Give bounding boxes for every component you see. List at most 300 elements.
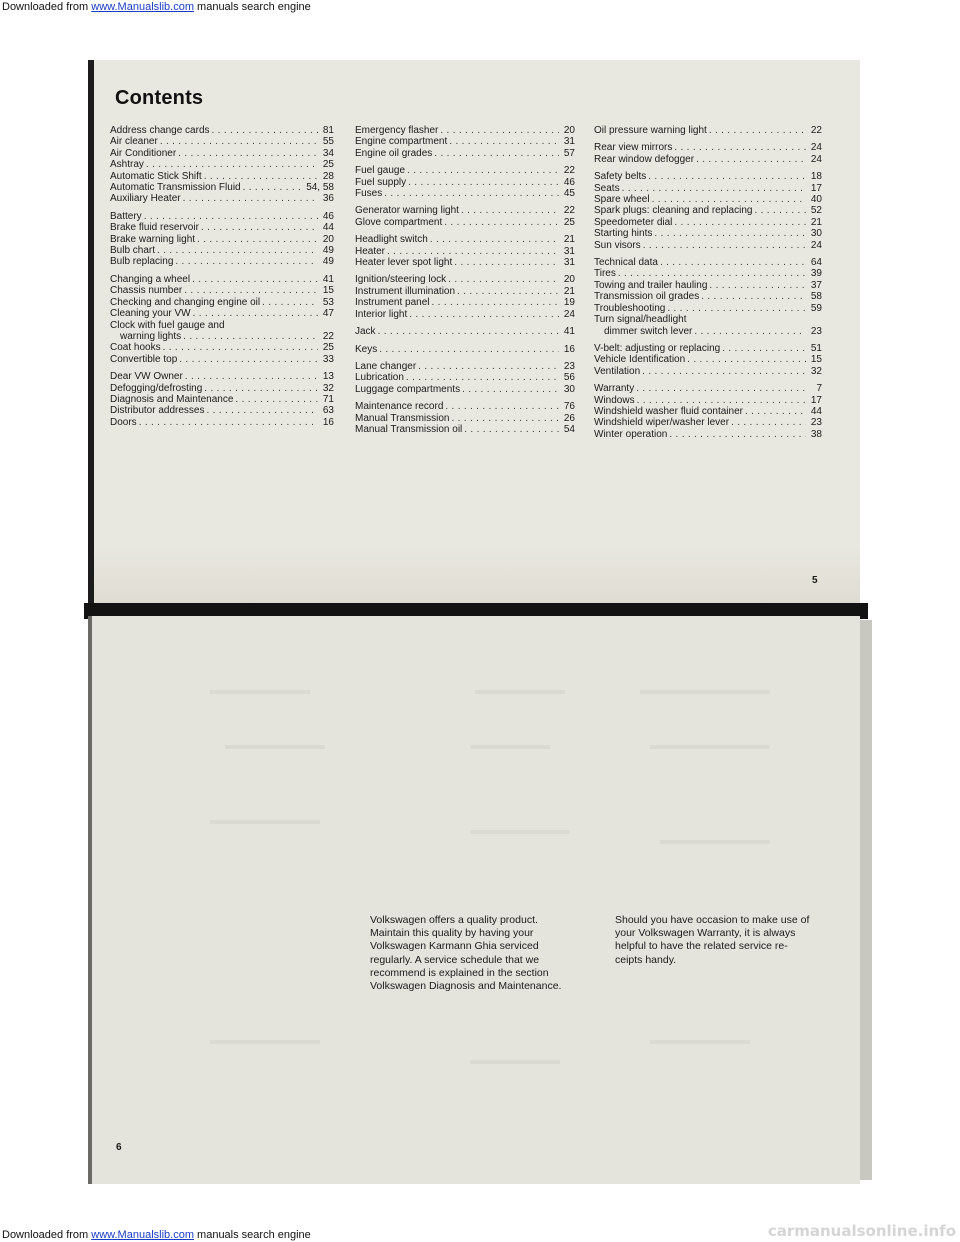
contents-entry-label: Clock with fuel gauge and <box>110 319 225 331</box>
show-through <box>650 1040 750 1044</box>
contents-entry-label: Maintenance record <box>355 401 444 413</box>
contents-entry-page: 51 <box>810 342 822 354</box>
contents-entry <box>110 256 334 267</box>
contents-entry-label: Heater <box>355 245 386 257</box>
show-through <box>650 745 770 749</box>
contents-entry <box>110 383 334 394</box>
contents-entry-label: Glove compartment <box>355 216 443 228</box>
leader-dots <box>667 303 806 314</box>
leader-dots <box>243 182 305 193</box>
contents-entry-page: 30 <box>563 383 575 395</box>
contents-entry <box>355 217 575 228</box>
contents-entry-label: Automatic Stick Shift <box>110 170 202 182</box>
contents-entry <box>355 257 575 268</box>
contents-entry <box>110 331 334 342</box>
contents-entry <box>355 286 575 297</box>
leader-dots <box>461 205 559 216</box>
contents-entry-label: Emergency flasher <box>355 125 439 136</box>
contents-entry-page: 25 <box>322 159 334 171</box>
contents-entry <box>110 308 334 319</box>
contents-entry <box>594 228 822 239</box>
leader-dots <box>754 205 806 216</box>
paragraph-line: Should you have occasion to make use of <box>615 914 810 926</box>
leader-dots <box>448 274 559 285</box>
contents-entry <box>355 344 575 355</box>
contents-entry <box>355 148 575 159</box>
contents-entry-page: 21 <box>563 285 575 297</box>
contents-entry-page: 41 <box>563 326 575 338</box>
leader-dots <box>163 342 318 353</box>
contents-entry-page: 22 <box>810 125 822 136</box>
contents-entry-label: Sun visors <box>594 239 641 251</box>
leader-dots <box>179 354 318 365</box>
leader-dots <box>192 274 318 285</box>
manualslib-link-footer[interactable]: www.Manualslib.com <box>91 1229 194 1241</box>
contents-entry <box>110 274 334 285</box>
contents-entry-page: 44 <box>810 405 822 417</box>
contents-entry-label: Vehicle Identification <box>594 354 686 366</box>
page-number-top: 5 <box>812 575 818 586</box>
footer-suffix: manuals search engine <box>193 1229 311 1241</box>
contents-entry-label: Instrument illumination <box>355 285 456 297</box>
contents-entry-label: Fuel supply <box>355 176 407 188</box>
contents-entry-label: Distributor addresses <box>110 405 205 417</box>
contents-entry-label: Winter operation <box>594 428 668 440</box>
contents-entry-page: 53 <box>322 296 334 308</box>
leader-dots <box>687 354 806 365</box>
contents-entry-label: Speedometer dial <box>594 216 673 228</box>
contents-entry-page: 49 <box>322 256 334 268</box>
leader-dots <box>449 136 559 147</box>
contents-entry-label: Windshield washer fluid container <box>594 405 743 417</box>
leader-dots <box>139 417 318 428</box>
contents-entry-page: 31 <box>563 245 575 257</box>
show-through <box>660 840 770 844</box>
contents-entry-label: Keys <box>355 343 378 355</box>
contents-entry-label: Instrument panel <box>355 297 430 309</box>
contents-entry-label: Manual Transmission oil <box>355 423 463 435</box>
leader-dots <box>204 383 318 394</box>
page-title: Contents <box>115 87 204 109</box>
leader-dots <box>674 217 806 228</box>
contents-entry-label: Rear window defogger <box>594 153 695 165</box>
contents-entry <box>355 177 575 188</box>
contents-entry <box>110 394 334 405</box>
leader-dots <box>434 148 559 159</box>
contents-entry-label: Towing and trailer hauling <box>594 279 708 291</box>
contents-entry-label: Generator warning light <box>355 205 459 217</box>
leader-dots <box>454 257 559 268</box>
leader-dots <box>178 148 318 159</box>
contents-entry-label: Brake fluid reservoir <box>110 222 199 234</box>
contents-column-2 <box>355 125 575 435</box>
contents-entry <box>355 309 575 320</box>
contents-entry-page: 13 <box>322 371 334 383</box>
contents-entry-page: 71 <box>322 393 334 405</box>
contents-entry <box>110 193 334 204</box>
contents-entry-label: V-belt: adjusting or replacing <box>594 342 721 354</box>
contents-entry <box>110 159 334 170</box>
leader-dots <box>451 413 559 424</box>
leader-dots <box>636 383 806 394</box>
contents-entry <box>594 395 822 406</box>
contents-entry <box>355 372 575 383</box>
contents-entry-page: 57 <box>563 147 575 159</box>
contents-entry-page: 23 <box>810 325 822 337</box>
contents-entry <box>355 246 575 257</box>
leader-dots <box>745 406 806 417</box>
contents-entry <box>110 417 334 428</box>
leader-dots <box>722 343 806 354</box>
page-6 <box>88 616 860 1184</box>
contents-entry <box>110 245 334 256</box>
contents-entry <box>355 205 575 216</box>
leader-dots <box>637 395 806 406</box>
show-through <box>640 690 770 694</box>
paragraph-line: Maintain this quality by having your <box>370 927 534 940</box>
contents-entry-label: Defogging/defrosting <box>110 382 203 394</box>
contents-entry <box>594 268 822 279</box>
manualslib-link[interactable]: www.Manualslib.com <box>91 1 194 13</box>
contents-entry-label: Engine oil grades <box>355 147 433 159</box>
leader-dots <box>618 268 806 279</box>
contents-entry-label: Windshield wiper/washer lever <box>594 417 730 429</box>
contents-column-1 <box>110 125 334 428</box>
contents-entry <box>110 405 334 416</box>
leader-dots <box>146 159 318 170</box>
contents-entry <box>355 274 575 285</box>
contents-entry-label: Ventilation <box>594 365 641 377</box>
contents-entry <box>594 291 822 302</box>
contents-entry-page: 7 <box>816 383 822 395</box>
contents-entry <box>594 417 822 428</box>
contents-entry-page: 40 <box>810 194 822 206</box>
contents-entry <box>355 401 575 412</box>
leader-dots <box>652 194 806 205</box>
contents-entry-page: 38 <box>810 428 822 440</box>
leader-dots <box>709 125 806 136</box>
contents-entry <box>110 342 334 353</box>
quality-paragraph <box>370 914 598 993</box>
leader-dots <box>696 154 806 165</box>
show-through <box>210 820 320 824</box>
contents-entry <box>594 366 822 377</box>
leader-dots <box>157 245 318 256</box>
leader-dots <box>197 234 318 245</box>
leader-dots <box>622 183 806 194</box>
leader-dots <box>642 366 806 377</box>
contents-entry <box>355 424 575 435</box>
leader-dots <box>185 371 318 382</box>
leader-dots <box>709 280 806 291</box>
paragraph-line: ceipts handy. <box>615 953 677 966</box>
contents-entry <box>594 383 822 394</box>
contents-entry <box>594 280 822 291</box>
contents-entry <box>594 154 822 165</box>
page-number-bottom: 6 <box>116 1142 122 1153</box>
contents-entry-page: 23 <box>563 360 575 372</box>
paragraph-line: Volkswagen offers a quality product. <box>370 914 538 926</box>
contents-entry-label: Bulb replacing <box>110 256 174 268</box>
leader-dots <box>384 188 559 199</box>
contents-entry <box>594 205 822 216</box>
leader-dots <box>462 384 559 395</box>
contents-entry <box>110 136 334 147</box>
contents-entry-page: 47 <box>322 308 334 320</box>
contents-entry <box>110 297 334 308</box>
contents-entry <box>355 297 575 308</box>
contents-entry-page: 22 <box>322 330 334 342</box>
leader-dots <box>457 286 559 297</box>
contents-entry-page: 20 <box>322 233 334 245</box>
contents-entry-page: 30 <box>810 228 822 240</box>
contents-entry <box>594 171 822 182</box>
contents-entry <box>355 234 575 245</box>
leader-dots <box>701 291 806 302</box>
contents-entry-page: 63 <box>322 405 334 417</box>
contents-entry-page: 37 <box>810 279 822 291</box>
contents-entry <box>594 429 822 440</box>
leader-dots <box>183 331 318 342</box>
contents-entry <box>110 234 334 245</box>
contents-entry-label: Safety belts <box>594 171 647 183</box>
paragraph-line: your Volkswagen Warranty, it is always <box>615 927 796 940</box>
leader-dots <box>440 125 559 136</box>
contents-entry-label: Transmission oil grades <box>594 291 700 303</box>
footer-prefix: Downloaded from <box>2 1229 89 1241</box>
contents-entry-label: Convertible top <box>110 353 178 365</box>
leader-dots <box>409 309 559 320</box>
leader-dots <box>201 222 318 233</box>
contents-entry-page: 32 <box>322 382 334 394</box>
header-suffix: manuals search engine <box>193 1 311 13</box>
leader-dots <box>379 344 559 355</box>
leader-dots <box>660 257 806 268</box>
contents-entry <box>355 125 575 136</box>
contents-entry <box>355 136 575 147</box>
contents-entry-page: 59 <box>810 302 822 314</box>
contents-entry-label: Chassis number <box>110 285 183 297</box>
contents-entry-page: 39 <box>810 268 822 280</box>
contents-entry-page: 54 <box>563 423 575 435</box>
contents-entry-label: Address change cards <box>110 125 210 136</box>
leader-dots <box>430 234 559 245</box>
contents-entry-page: 76 <box>563 401 575 413</box>
warranty-paragraph <box>615 914 843 967</box>
contents-entry-page: 21 <box>563 234 575 246</box>
contents-entry-label: Turn signal/headlight <box>594 314 687 326</box>
contents-entry <box>594 217 822 228</box>
contents-entry-label: Air cleaner <box>110 136 158 148</box>
contents-entry-label: Fuel gauge <box>355 165 406 177</box>
contents-entry <box>594 343 822 354</box>
leader-dots <box>387 246 559 257</box>
contents-entry-page: 25 <box>563 216 575 228</box>
contents-entry-label: Diagnosis and Maintenance <box>110 393 234 405</box>
contents-entry-label: Spark plugs: cleaning and replacing <box>594 205 753 217</box>
leader-dots <box>444 217 559 228</box>
contents-entry-page: 17 <box>810 394 822 406</box>
contents-entry-page: 28 <box>322 170 334 182</box>
contents-entry <box>355 384 575 395</box>
contents-entry-label: Starting hints <box>594 228 653 240</box>
contents-entry-label: Engine compartment <box>355 136 448 148</box>
contents-entry <box>355 188 575 199</box>
contents-entry-page: 32 <box>810 365 822 377</box>
contents-entry <box>110 125 334 136</box>
contents-entry-label: Doors <box>110 416 137 428</box>
contents-entry-label: Heater lever spot light <box>355 257 453 269</box>
contents-entry-page: 24 <box>563 308 575 320</box>
contents-entry-label: Dear VW Owner <box>110 371 183 383</box>
contents-entry-label: Checking and changing engine oil <box>110 296 261 308</box>
leader-dots <box>212 125 318 136</box>
show-through <box>225 745 325 749</box>
leader-dots <box>204 171 318 182</box>
contents-entry-label: Ignition/steering lock <box>355 274 447 286</box>
paragraph-line: regularly. A service schedule that we <box>370 953 540 966</box>
leader-dots <box>193 308 318 319</box>
contents-entry-label: Spare wheel <box>594 194 650 206</box>
contents-entry <box>110 222 334 233</box>
contents-entry-page: 15 <box>810 354 822 366</box>
show-through <box>470 1060 560 1064</box>
contents-entry-page: 24 <box>810 142 822 154</box>
contents-entry-label: Lane changer <box>355 360 417 372</box>
contents-entry-label: Warranty <box>594 383 635 395</box>
contents-entry-label: Tires <box>594 268 616 280</box>
contents-entry <box>110 211 334 222</box>
contents-entry-label: warning lights <box>120 330 182 342</box>
contents-entry-label: Jack <box>355 326 376 338</box>
contents-entry-page: 25 <box>322 342 334 354</box>
contents-entry-label: Ashtray <box>110 159 144 171</box>
contents-entry-page: 22 <box>563 205 575 217</box>
contents-entry-page: 17 <box>810 182 822 194</box>
contents-entry <box>594 326 822 337</box>
contents-entry <box>594 142 822 153</box>
leader-dots <box>648 171 806 182</box>
paragraph-line: Volkswagen Karmann Ghia serviced <box>370 940 539 953</box>
show-through <box>470 745 550 749</box>
contents-entry <box>110 354 334 365</box>
contents-entry-label: Interior light <box>355 308 408 320</box>
contents-entry-label: Seats <box>594 182 620 194</box>
contents-entry-page: 22 <box>563 165 575 177</box>
contents-entry-label: Oil pressure warning light <box>594 125 707 136</box>
contents-entry <box>594 125 822 136</box>
contents-entry-label: Technical data <box>594 257 658 269</box>
show-through <box>210 1040 320 1044</box>
contents-entry-page: 58 <box>810 291 822 303</box>
paragraph-line: helpful to have the related service re- <box>615 940 788 953</box>
leader-dots <box>445 401 559 412</box>
contents-entry-label: Battery <box>110 210 142 222</box>
contents-entry-label: Headlight switch <box>355 234 428 246</box>
contents-entry <box>355 165 575 176</box>
contents-entry <box>110 371 334 382</box>
contents-entry-page: 33 <box>322 353 334 365</box>
contents-entry-page: 31 <box>563 136 575 148</box>
leader-dots <box>235 394 318 405</box>
contents-entry-page: 16 <box>322 416 334 428</box>
show-through <box>210 690 310 694</box>
contents-entry-page: 56 <box>563 372 575 384</box>
contents-entry-page: 64 <box>810 257 822 269</box>
contents-entry-label: Bulb chart <box>110 245 156 257</box>
paragraph-line: Volkswagen Diagnosis and Maintenance. <box>370 980 562 993</box>
leader-dots <box>407 165 559 176</box>
contents-entry <box>355 413 575 424</box>
contents-entry-label: Changing a wheel <box>110 273 191 285</box>
contents-entry <box>594 194 822 205</box>
show-through <box>470 830 570 834</box>
contents-entry-page: 21 <box>810 216 822 228</box>
leader-dots <box>175 256 318 267</box>
contents-entry-label: Lubrication <box>355 372 404 384</box>
header-prefix: Downloaded from <box>2 1 89 13</box>
download-source-header <box>0 0 960 14</box>
leader-dots <box>184 285 318 296</box>
leader-dots <box>160 136 318 147</box>
contents-entry <box>594 257 822 268</box>
leader-dots <box>206 405 318 416</box>
contents-entry-page: 52 <box>810 205 822 217</box>
contents-entry-page: 41 <box>322 273 334 285</box>
contents-entry-label: Coat hooks <box>110 342 161 354</box>
contents-entry-label: Automatic Transmission Fluid <box>110 182 241 194</box>
watermark: carmanualsonline.info <box>767 1222 956 1240</box>
contents-entry-page: 46 <box>563 176 575 188</box>
contents-entry <box>594 183 822 194</box>
contents-entry <box>594 406 822 417</box>
contents-entry <box>594 303 822 314</box>
contents-entry-label: Manual Transmission <box>355 412 450 424</box>
paragraph-line: recommend is explained in the section <box>370 966 549 979</box>
contents-entry-label: Auxiliary Heater <box>110 193 181 205</box>
contents-entry-label: Windows <box>594 394 635 406</box>
leader-dots <box>418 361 559 372</box>
contents-entry-page: 24 <box>810 239 822 251</box>
contents-entry <box>355 326 575 337</box>
contents-entry-label: Cleaning your VW <box>110 308 191 320</box>
contents-entry <box>110 182 334 193</box>
contents-entry <box>594 354 822 365</box>
contents-entry-page: 24 <box>810 153 822 165</box>
leader-dots <box>378 326 559 337</box>
leader-dots <box>694 326 806 337</box>
leader-dots <box>464 424 559 435</box>
leader-dots <box>669 429 806 440</box>
contents-entry-page: 18 <box>810 171 822 183</box>
leader-dots <box>262 297 318 308</box>
contents-entry-page: 31 <box>563 257 575 269</box>
contents-entry-page: 36 <box>322 193 334 205</box>
contents-entry-page: 20 <box>563 274 575 286</box>
contents-entry-label: Rear view mirrors <box>594 142 673 154</box>
contents-entry-page: 46 <box>322 210 334 222</box>
contents-entry <box>110 285 334 296</box>
contents-entry-page: 19 <box>563 297 575 309</box>
leader-dots <box>432 297 560 308</box>
contents-column-3 <box>594 125 822 440</box>
contents-entry-page: 20 <box>563 125 575 136</box>
contents-entry <box>110 148 334 159</box>
contents-entry-page: 16 <box>563 343 575 355</box>
contents-entry-page: 81 <box>322 125 334 136</box>
contents-entry-page: 45 <box>563 188 575 200</box>
contents-entry-page: 26 <box>563 412 575 424</box>
